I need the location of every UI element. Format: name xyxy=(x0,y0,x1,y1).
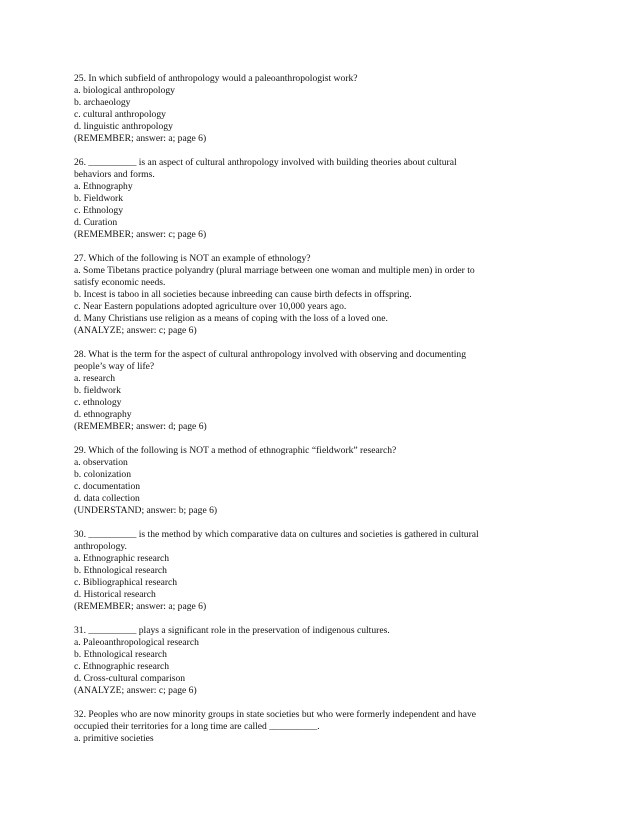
question-text-continued: behaviors and forms. xyxy=(74,169,155,180)
answer-key: (REMEMBER; answer: a; page 6) xyxy=(74,601,207,612)
question-text-continued: occupied their territories for a long time are called __________. xyxy=(74,721,320,732)
answer-key: (UNDERSTAND; answer: b; page 6) xyxy=(74,505,218,516)
question-30 xyxy=(74,529,574,613)
option-b: b. archaeology xyxy=(74,97,131,108)
option-a: a. Paleoanthropological research xyxy=(74,637,199,648)
question-26 xyxy=(74,157,574,241)
question-28 xyxy=(74,349,574,433)
option-b: b. Incest is taboo in all societies because inbreeding can cause birth defects in offspring. xyxy=(74,289,412,300)
answer-key: (REMEMBER; answer: d; page 6) xyxy=(74,421,207,432)
question-32 xyxy=(74,709,574,745)
option-c: c. Near Eastern populations adopted agriculture over 10,000 years ago. xyxy=(74,301,347,312)
answer-key: (REMEMBER; answer: a; page 6) xyxy=(74,133,207,144)
option-a: a. observation xyxy=(74,457,128,468)
document-page xyxy=(74,73,574,757)
question-text: 29. Which of the following is NOT a method of ethnographic “fieldwork” research? xyxy=(74,445,397,456)
option-d: d. Cross-cultural comparison xyxy=(74,673,186,684)
option-d: d. Curation xyxy=(74,217,118,228)
option-d: d. Historical research xyxy=(74,589,156,600)
option-d: d. ethnography xyxy=(74,409,132,420)
option-b: b. Ethnological research xyxy=(74,649,167,660)
option-d: d. linguistic anthropology xyxy=(74,121,173,132)
question-text-continued: anthropology. xyxy=(74,541,127,552)
option-a: a. research xyxy=(74,373,116,384)
answer-key: (REMEMBER; answer: c; page 6) xyxy=(74,229,207,240)
question-text: 26. __________ is an aspect of cultural anthropology involved with building theories about cultural xyxy=(74,157,457,168)
option-c: c. Bibliographical research xyxy=(74,577,178,588)
option-a: a. Ethnography xyxy=(74,181,133,192)
option-b: b. colonization xyxy=(74,469,132,480)
option-b: b. fieldwork xyxy=(74,385,121,396)
question-text: 28. What is the term for the aspect of cultural anthropology involved with observing and documenting xyxy=(74,349,467,360)
option-b: b. Fieldwork xyxy=(74,193,124,204)
option-a: a. primitive societies xyxy=(74,733,154,744)
question-text: 25. In which subfield of anthropology would a paleoanthropologist work? xyxy=(74,73,358,84)
answer-key: (ANALYZE; answer: c; page 6) xyxy=(74,685,197,696)
option-c: c. Ethnology xyxy=(74,205,124,216)
question-text: 31. __________ plays a significant role in the preservation of indigenous cultures. xyxy=(74,625,390,636)
question-text: 32. Peoples who are now minority groups in state societies but who were formerly independent and have xyxy=(74,709,477,720)
option-d: d. Many Christians use religion as a means of coping with the loss of a loved one. xyxy=(74,313,388,324)
option-c: c. cultural anthropology xyxy=(74,109,166,120)
question-text: 30. __________ is the method by which comparative data on cultures and societies is gathered in cultural xyxy=(74,529,479,540)
option-a: a. Ethnographic research xyxy=(74,553,170,564)
option-c: c. documentation xyxy=(74,481,141,492)
option-d: d. data collection xyxy=(74,493,140,504)
question-29 xyxy=(74,445,574,517)
option-a: a. Some Tibetans practice polyandry (plural marriage between one woman and multiple men) in order to xyxy=(74,265,475,276)
option-c: c. Ethnographic research xyxy=(74,661,170,672)
option-b: b. Ethnological research xyxy=(74,565,167,576)
option-a: a. biological anthropology xyxy=(74,85,175,96)
question-31 xyxy=(74,625,574,697)
question-27 xyxy=(74,253,574,337)
question-text: 27. Which of the following is NOT an example of ethnology? xyxy=(74,253,311,264)
answer-key: (ANALYZE; answer: c; page 6) xyxy=(74,325,197,336)
question-text-continued: people’s way of life? xyxy=(74,361,155,372)
option-a-continued: satisfy economic needs. xyxy=(74,277,166,288)
option-c: c. ethnology xyxy=(74,397,122,408)
question-25 xyxy=(74,73,574,145)
